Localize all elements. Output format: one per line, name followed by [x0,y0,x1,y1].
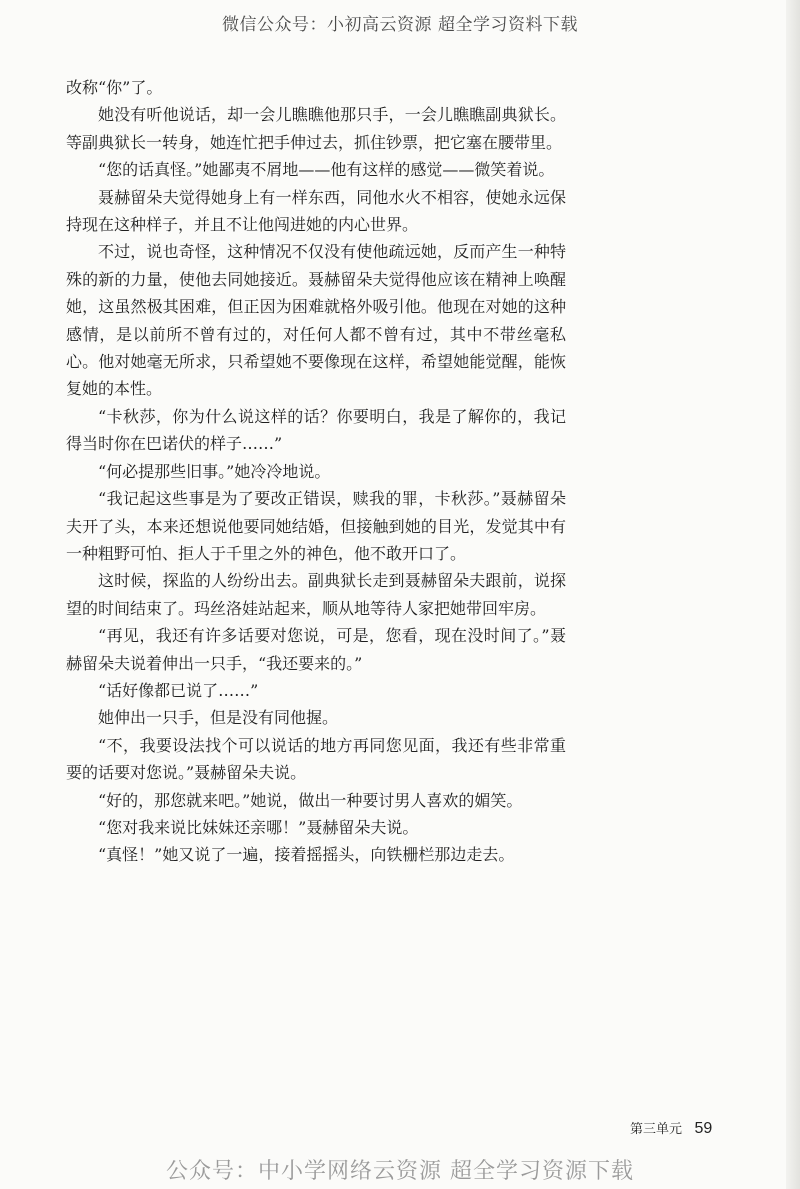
paragraph: “我记起这些事是为了要改正错误，赎我的罪，卡秋莎。”聂赫留朵夫开了头，本来还想说他要同她结婚，但接触到她的目光，发觉其中有一种粗野可怕、拒人于千里之外的神色，他不敢开口了。 [66,489,566,563]
unit-label: 第三单元 [630,1122,683,1137]
paragraph: 聂赫留朵夫觉得她身上有一样东西，同他水火不相容，使她永远保持现在这种样子，并且不让他闯进她的内心世界。 [66,187,566,235]
paragraph: “不，我要设法找个可以说话的地方再同您见面，我还有些非常重要的话要对您说。”聂赫留朵夫说。 [66,735,566,783]
paragraph: 她伸出一只手，但是没有同他握。 [98,708,339,728]
paragraph: 改称“你”了。 [66,78,163,97]
page-edge-shadow [786,0,800,1189]
page-number: 59 [694,1120,713,1137]
paragraph: “卡秋莎，你为什么说这样的话？你要明白，我是了解你的，我记得当时你在巴诺伏的样子……” [66,406,566,454]
paragraph: 她没有听他说话，却一会儿瞧瞧他那只手，一会儿瞧瞧副典狱长。等副典狱长一转身，她连忙把手伸过去，抓住钞票，把它塞在腰带里。 [66,105,566,152]
watermark-banner: 公众号：中小学网络云资源 超全学习资源下载 [166,1159,634,1184]
paragraph: “您对我来说比妹妹还亲哪！”聂赫留朵夫说。 [98,817,419,837]
paragraph: “再见，我还有许多话要对您说，可是，您看，现在没时间了。”聂赫留朵夫说着伸出一只手，“我还要来的。” [66,626,566,673]
paragraph: “何必提那些旧事。”她冷冷地说。 [98,461,331,481]
paragraph: 不过，说也奇怪，这种情况不仅没有使他疏远她，反而产生一种特殊的新的力量，使他去同她接近。聂赫留朵夫觉得他应该在精神上唤醒她，这虽然极其困难，但正因为困难就格外吸引他。他现在对她的这种感情，是以前所不曾有过的，对任何人都不曾有过，其中不带丝毫私心。他对她毫无所求，只希望她不要像现在这样，希望她能觉醒，能恢复她的本性。 [66,242,566,399]
header-banner: 微信公众号：小初高云资源 超全学习资料下载 [222,15,578,35]
paragraph: “好的，那您就来吧。”她说，做出一种要讨男人喜欢的媚笑。 [98,790,523,810]
paragraph: “真怪！”她又说了一遍，接着摇摇头，向铁栅栏那边走去。 [98,845,515,865]
page-footer [630,1118,712,1138]
paragraph: “您的话真怪。”她鄙夷不屑地——他有这样的感觉——微笑着说。 [98,160,555,180]
article-body [66,74,566,869]
paragraph: 这时候，探监的人纷纷出去。副典狱长走到聂赫留朵夫跟前，说探望的时间结束了。玛丝洛娃站起来，顺从地等待人家把她带回牢房。 [66,571,566,618]
paragraph: “话好像都已说了……” [98,680,259,700]
